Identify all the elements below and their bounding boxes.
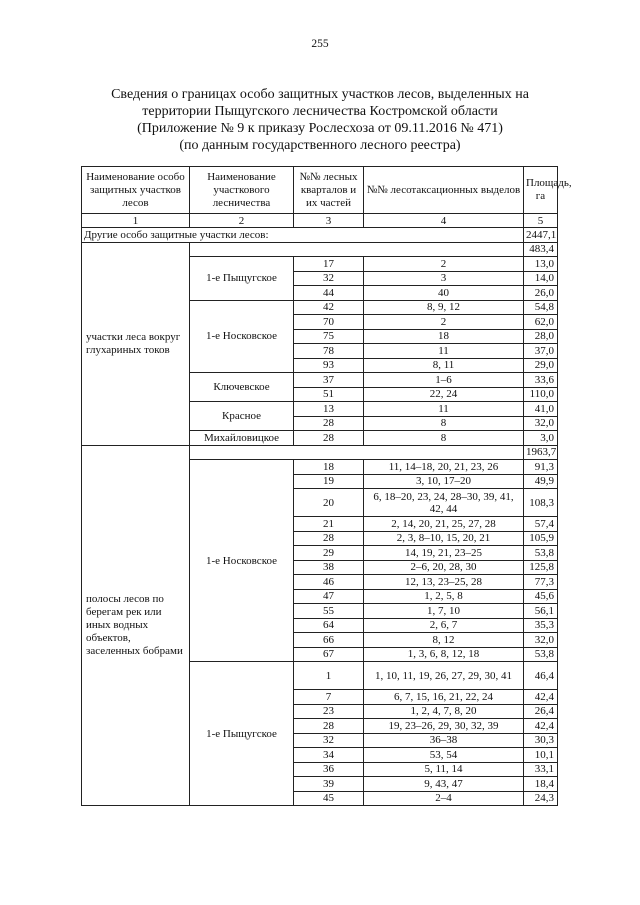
plot-numbers: 3, 10, 17–20 xyxy=(364,474,524,489)
plot-area: 108,3 xyxy=(524,489,558,517)
plot-numbers: 19, 23–26, 29, 30, 32, 39 xyxy=(364,719,524,734)
plot-numbers: 6, 7, 15, 16, 21, 22, 24 xyxy=(364,690,524,705)
plot-area: 3,0 xyxy=(524,431,558,446)
plot-area: 57,4 xyxy=(524,517,558,532)
quarter-number: 45 xyxy=(294,791,364,806)
plot-numbers: 2 xyxy=(364,257,524,272)
plot-area: 30,3 xyxy=(524,733,558,748)
plot-area: 105,9 xyxy=(524,531,558,546)
quarter-number: 67 xyxy=(294,647,364,662)
plot-numbers: 2, 3, 8–10, 15, 20, 21 xyxy=(364,531,524,546)
quarter-number: 29 xyxy=(294,546,364,561)
column-number-row xyxy=(82,214,558,228)
quarter-number: 28 xyxy=(294,531,364,546)
plot-numbers: 8, 9, 12 xyxy=(364,300,524,315)
plot-area: 24,3 xyxy=(524,791,558,806)
category-name: участки леса вокруг глухариных токов xyxy=(82,242,190,445)
header-area: Площадь, га xyxy=(524,167,558,214)
plot-area: 18,4 xyxy=(524,777,558,792)
quarter-number: 18 xyxy=(294,460,364,475)
quarter-number: 28 xyxy=(294,416,364,431)
quarter-number: 42 xyxy=(294,300,364,315)
plot-numbers: 8 xyxy=(364,431,524,446)
plot-area: 53,8 xyxy=(524,546,558,561)
plot-area: 53,8 xyxy=(524,647,558,662)
quarter-number: 20 xyxy=(294,489,364,517)
plot-area: 91,3 xyxy=(524,460,558,475)
forestry-name: Красное xyxy=(190,402,294,431)
forestry-name: 1-е Пыщугское xyxy=(190,257,294,301)
quarter-number: 75 xyxy=(294,329,364,344)
plot-area: 29,0 xyxy=(524,358,558,373)
plot-numbers: 8, 12 xyxy=(364,633,524,648)
plot-area: 14,0 xyxy=(524,271,558,286)
quarter-number: 66 xyxy=(294,633,364,648)
plot-area: 13,0 xyxy=(524,257,558,272)
plot-area: 46,4 xyxy=(524,662,558,690)
plot-area: 32,0 xyxy=(524,633,558,648)
quarter-number: 37 xyxy=(294,373,364,388)
subtotal-blank xyxy=(190,242,524,257)
total-area: 2447,1 xyxy=(524,228,558,243)
plot-numbers: 1, 2, 4, 7, 8, 20 xyxy=(364,704,524,719)
quarter-number: 38 xyxy=(294,560,364,575)
quarter-number: 28 xyxy=(294,431,364,446)
plot-numbers: 11, 14–18, 20, 21, 23, 26 xyxy=(364,460,524,475)
quarter-number: 78 xyxy=(294,344,364,359)
plot-numbers: 6, 18–20, 23, 24, 28–30, 39, 41, 42, 44 xyxy=(364,489,524,517)
quarter-number: 34 xyxy=(294,748,364,763)
title-line-1: Сведения о границах особо защитных участков лесов, выделенных на xyxy=(111,87,529,102)
plot-area: 33,6 xyxy=(524,373,558,388)
plot-numbers: 2–4 xyxy=(364,791,524,806)
column-number: 2 xyxy=(190,214,294,228)
total-row xyxy=(82,228,558,243)
quarter-number: 23 xyxy=(294,704,364,719)
column-number: 1 xyxy=(82,214,190,228)
plot-numbers: 1, 10, 11, 19, 26, 27, 29, 30, 41 xyxy=(364,662,524,690)
plot-area: 35,3 xyxy=(524,618,558,633)
quarter-number: 32 xyxy=(294,733,364,748)
quarter-number: 39 xyxy=(294,777,364,792)
quarter-number: 51 xyxy=(294,387,364,402)
plot-numbers: 11 xyxy=(364,344,524,359)
forestry-name: Ключевское xyxy=(190,373,294,402)
plot-area: 56,1 xyxy=(524,604,558,619)
plot-numbers: 12, 13, 23–25, 28 xyxy=(364,575,524,590)
header-forestry: Наименование участкового лесничества xyxy=(190,167,294,214)
quarter-number: 46 xyxy=(294,575,364,590)
quarter-number: 44 xyxy=(294,286,364,301)
plot-numbers: 2 xyxy=(364,315,524,330)
subtotal-row xyxy=(82,242,558,257)
quarter-number: 70 xyxy=(294,315,364,330)
plot-area: 45,6 xyxy=(524,589,558,604)
quarter-number: 47 xyxy=(294,589,364,604)
quarter-number: 55 xyxy=(294,604,364,619)
quarter-number: 13 xyxy=(294,402,364,417)
plot-numbers: 1–6 xyxy=(364,373,524,388)
plot-numbers: 2, 14, 20, 21, 25, 27, 28 xyxy=(364,517,524,532)
quarter-number: 19 xyxy=(294,474,364,489)
plot-area: 32,0 xyxy=(524,416,558,431)
title-line-3: (Приложение № 9 к приказу Рослесхоза от 09.11.2016 № 471) xyxy=(137,121,503,136)
plot-area: 26,4 xyxy=(524,704,558,719)
forestry-name: 1-е Носковское xyxy=(190,300,294,373)
plot-numbers: 18 xyxy=(364,329,524,344)
plot-numbers: 5, 11, 14 xyxy=(364,762,524,777)
plot-numbers: 14, 19, 21, 23–25 xyxy=(364,546,524,561)
quarter-number: 1 xyxy=(294,662,364,690)
plot-numbers: 53, 54 xyxy=(364,748,524,763)
plot-numbers: 22, 24 xyxy=(364,387,524,402)
header-category: Наименование особо защитных участков лесов xyxy=(82,167,190,214)
plot-numbers: 8 xyxy=(364,416,524,431)
plot-numbers: 40 xyxy=(364,286,524,301)
column-number: 4 xyxy=(364,214,524,228)
total-label: Другие особо защитные участки лесов: xyxy=(82,228,524,243)
title-line-4: (по данным государственного лесного реестра) xyxy=(179,138,461,153)
title-line-2: территории Пыщугского лесничества Костромской области xyxy=(142,104,498,119)
header-quarters: №№ лесных кварталов и их частей xyxy=(294,167,364,214)
subtotal-blank xyxy=(190,445,524,460)
table-header-row xyxy=(82,167,558,214)
forest-plots-table xyxy=(81,166,572,806)
plot-area: 54,8 xyxy=(524,300,558,315)
table-body xyxy=(82,228,558,806)
plot-numbers: 1, 3, 6, 8, 12, 18 xyxy=(364,647,524,662)
forestry-name: 1-е Пыщугское xyxy=(190,662,294,806)
plot-area: 42,4 xyxy=(524,719,558,734)
plot-area: 62,0 xyxy=(524,315,558,330)
plot-area: 49,9 xyxy=(524,474,558,489)
plot-area: 37,0 xyxy=(524,344,558,359)
forestry-name: Михайловицкое xyxy=(190,431,294,446)
quarter-number: 36 xyxy=(294,762,364,777)
quarter-number: 7 xyxy=(294,690,364,705)
plot-numbers: 3 xyxy=(364,271,524,286)
plot-area: 110,0 xyxy=(524,387,558,402)
quarter-number: 17 xyxy=(294,257,364,272)
plot-numbers: 9, 43, 47 xyxy=(364,777,524,792)
plot-area: 33,1 xyxy=(524,762,558,777)
plot-numbers: 36–38 xyxy=(364,733,524,748)
quarter-number: 32 xyxy=(294,271,364,286)
plot-numbers: 1, 2, 5, 8 xyxy=(364,589,524,604)
plot-numbers: 8, 11 xyxy=(364,358,524,373)
column-number: 5 xyxy=(524,214,558,228)
plot-area: 125,8 xyxy=(524,560,558,575)
plot-numbers: 11 xyxy=(364,402,524,417)
subtotal-area: 1963,7 xyxy=(524,445,558,460)
column-number: 3 xyxy=(294,214,364,228)
plot-area: 42,4 xyxy=(524,690,558,705)
subtotal-area: 483,4 xyxy=(524,242,558,257)
category-name: полосы лесов по берегам рек или иных водных объектов, заселенных бобрами xyxy=(82,445,190,806)
quarter-number: 28 xyxy=(294,719,364,734)
plot-area: 10,1 xyxy=(524,748,558,763)
plot-area: 41,0 xyxy=(524,402,558,417)
plot-area: 77,3 xyxy=(524,575,558,590)
plot-numbers: 1, 7, 10 xyxy=(364,604,524,619)
plot-numbers: 2–6, 20, 28, 30 xyxy=(364,560,524,575)
page-number: 255 xyxy=(311,38,329,50)
plot-area: 26,0 xyxy=(524,286,558,301)
quarter-number: 93 xyxy=(294,358,364,373)
document-title xyxy=(60,86,580,154)
plot-area: 28,0 xyxy=(524,329,558,344)
subtotal-row xyxy=(82,445,558,460)
quarter-number: 21 xyxy=(294,517,364,532)
forestry-name: 1-е Носковское xyxy=(190,460,294,662)
header-plots: №№ лесотаксационных выделов xyxy=(364,167,524,214)
quarter-number: 64 xyxy=(294,618,364,633)
plot-numbers: 2, 6, 7 xyxy=(364,618,524,633)
